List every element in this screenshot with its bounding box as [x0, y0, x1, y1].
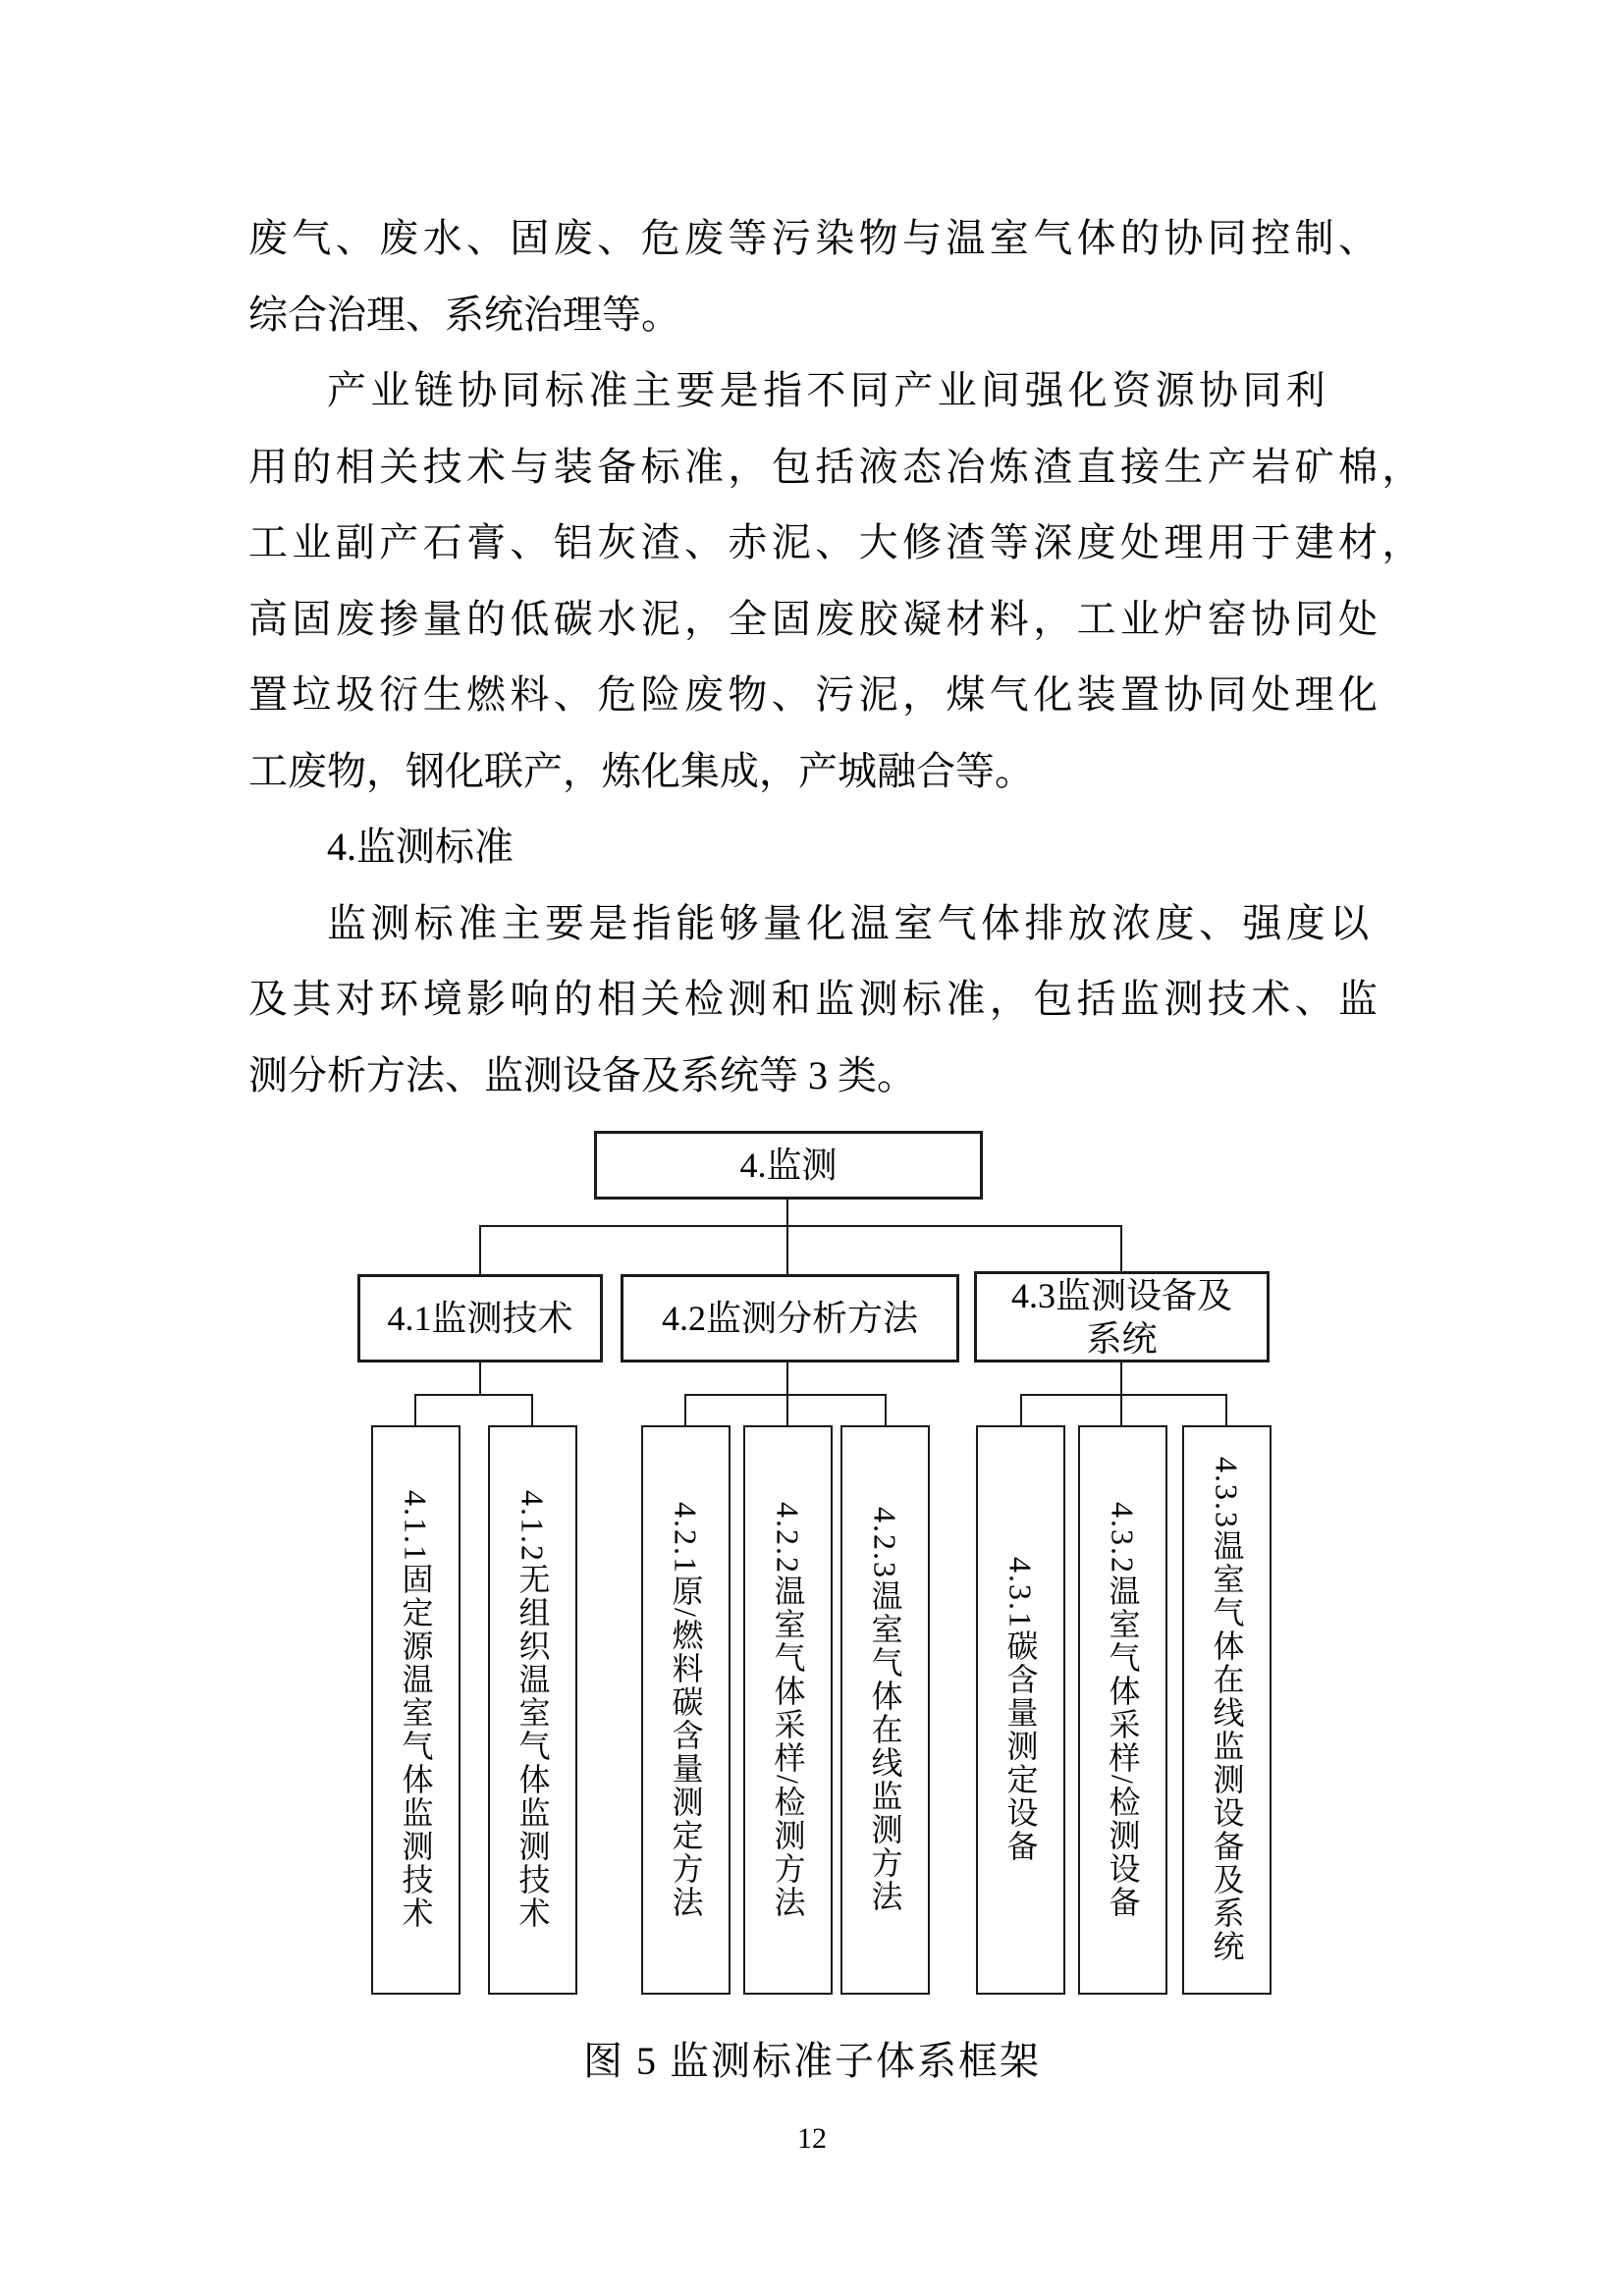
- leaf-label: 4.2.1原/燃料碳含量测定方法: [668, 1501, 704, 1919]
- body-line: 用的相关技术与装备标准，包括液态冶炼渣直接生产岩矿棉，: [248, 444, 1426, 489]
- figure-caption: 图 5 监测标准子体系框架: [583, 2039, 1041, 2083]
- node-4-1-monitoring-technology: 4.1监测技术: [357, 1274, 603, 1362]
- section-heading: 4.监测标准: [327, 825, 514, 869]
- connector-line: [479, 1362, 481, 1396]
- connector-line: [479, 1225, 1122, 1227]
- body-line: 废气、废水、固废、危废等污染物与温室气体的协同控制、: [248, 216, 1382, 260]
- leaf-4-3-1-carbon-content-equipment: [976, 1425, 1065, 1995]
- node-root-monitoring: 4.监测: [594, 1131, 983, 1200]
- leaf-label: 4.1.1固定源温室气体监测技术: [398, 1490, 434, 1930]
- leaf-label: 4.3.1碳含量测定设备: [1002, 1557, 1039, 1863]
- leaf-label: 4.1.2无组织温室气体监测技术: [514, 1490, 551, 1930]
- connector-line: [414, 1394, 533, 1396]
- body-line: 产业链协同标准主要是指不同产业间强化资源协同利: [327, 368, 1330, 412]
- node-4-2-monitoring-analysis-methods: 4.2监测分析方法: [621, 1274, 959, 1362]
- leaf-label: 4.2.2温室气体采样/检测方法: [770, 1501, 806, 1919]
- body-line: 工业副产石膏、铝灰渣、赤泥、大修渣等深度处理用于建材，: [248, 520, 1426, 564]
- node-4-3-monitoring-equipment-systems: 4.3监测设备及系统: [974, 1271, 1270, 1362]
- connector-line: [684, 1394, 887, 1396]
- connector-line: [885, 1396, 887, 1425]
- connector-line: [1020, 1396, 1022, 1425]
- body-line: 置垃圾衍生燃料、危险废物、污泥，煤气化装置协同处理化: [248, 672, 1382, 717]
- leaf-4-2-2-ghg-sampling-testing-method: [743, 1425, 833, 1995]
- connector-line: [786, 1200, 788, 1227]
- leaf-4-1-2-fugitive-ghg-monitoring-tech: [488, 1425, 577, 1995]
- connector-line: [531, 1396, 533, 1425]
- leaf-4-1-1-fixed-source-ghg-monitoring-tech: [371, 1425, 460, 1995]
- leaf-label: 4.3.2温室气体采样/检测设备: [1105, 1501, 1141, 1919]
- body-line: 高固废掺量的低碳水泥，全固废胶凝材料，工业炉窑协同处: [248, 596, 1382, 641]
- leaf-4-3-3-ghg-online-monitoring-equipment-systems: [1182, 1425, 1272, 1995]
- body-line: 综合治理、系统治理等。: [248, 292, 680, 337]
- connector-line: [414, 1396, 416, 1425]
- body-line: 测分析方法、监测设备及系统等 3 类。: [248, 1052, 916, 1097]
- body-line: 监测标准主要是指能够量化温室气体排放浓度、强度以: [327, 900, 1374, 945]
- body-line: 及其对环境影响的相关检测和监测标准，包括监测技术、监: [248, 977, 1382, 1021]
- leaf-label: 4.2.3温室气体在线监测方法: [867, 1507, 903, 1913]
- leaf-4-2-3-ghg-online-monitoring-method: [840, 1425, 930, 1995]
- body-line: 工废物，钢化联产，炼化集成，产城融合等。: [248, 748, 1034, 793]
- page-number: 12: [797, 2122, 827, 2155]
- connector-line: [786, 1227, 788, 1274]
- connector-line: [479, 1227, 481, 1274]
- connector-line: [1020, 1394, 1227, 1396]
- leaf-label: 4.3.3温室气体在线监测设备及系统: [1209, 1457, 1245, 1963]
- leaf-4-3-2-ghg-sampling-testing-equipment: [1078, 1425, 1167, 1995]
- connector-line: [1225, 1396, 1227, 1425]
- connector-line: [684, 1396, 686, 1425]
- leaf-4-2-1-raw-fuel-carbon-content-method: [641, 1425, 731, 1995]
- connector-line: [1120, 1227, 1122, 1271]
